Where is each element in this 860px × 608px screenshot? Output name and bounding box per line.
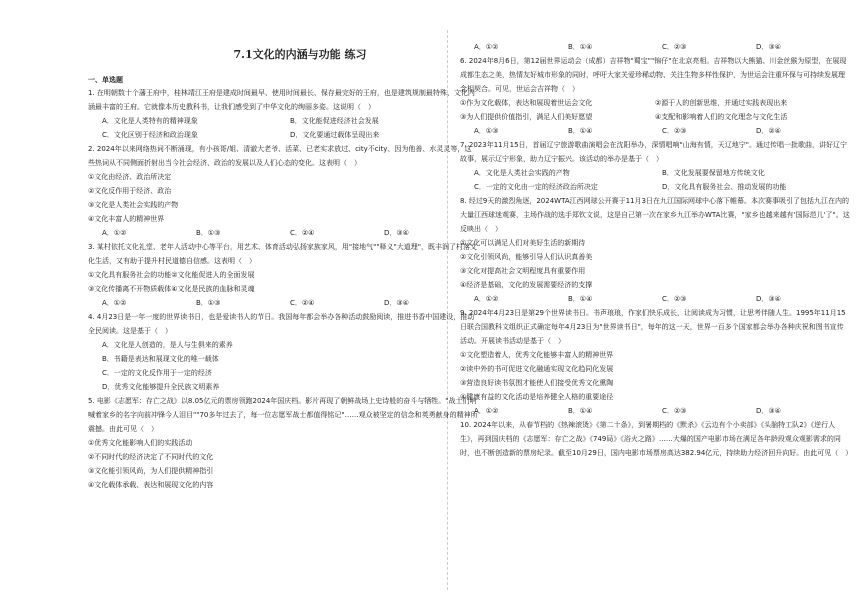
q5-option-c[interactable]: C．②③ [662,43,687,51]
q9-item-1: ①文化塑造着人，优秀文化能够丰富人的精神世界 [460,351,614,359]
q9-item-3: ③营造良好读书氛围才能使人们接受优秀文化熏陶 [460,379,614,387]
q8-item-2: ②文化引领风尚，能够引导人们认识真善美 [460,253,593,261]
q1-option-d[interactable]: D．文化要通过载体呈现出来 [290,131,380,139]
q8-option-a[interactable]: A．①② [474,295,499,303]
q1-option-c[interactable]: C．文化区别于经济和政治现象 [102,131,198,139]
q2-options [88,226,478,240]
question-5: 5. 电影《志愿军：存亡之战》以8.05亿元的票房领跑2024年国庆档。影片再现了朝鲜战场上史诗般的奋斗与牺牲。"战士们呐喊着家乡的名字向前冲锋今人泪目""70多年过去了，每一位志愿军战士都值得铭记"……观众被坚定的信念和英勇献身的精神所震撼。由此可见（ ） [88,397,478,433]
question-8: 8. 经过9天的激烈角逐，2024WTA江西网球公开赛于11月3日在九江国际网球中心落下帷幕。本次赛事吸引了包括九江在内的大量江西球迷观赛，主场作战的选手郑钦文说，这是自己第一次在家乡九江举办WTA比赛，"家乡也越来越有'国际范儿'了"。这反映出（ ） [460,197,850,233]
q8-option-c[interactable]: C．②③ [662,295,687,303]
q3-option-b[interactable]: B．①③ [196,299,221,307]
q7-options-row-2 [460,180,850,194]
q3-option-c[interactable]: C．②④ [290,299,315,307]
question-9: 9. 2024年4月23日是第29个世界读书日。书声琅琅，作家们快乐成长，让阅读成为习惯，让思考伴随人生。1995年11月15日联合国教科文组织正式确定每年4月23日为"世界读书日"，每年的这一天，世界一百多个国家都会举办各种庆祝和图书宣传活动。开展读书活动是基于（ ） [460,309,846,345]
left-column [88,52,478,492]
q6-option-c[interactable]: C．②③ [662,127,687,135]
q5-item-2: ②不同时代的经济决定了不同时代的文化 [88,453,214,461]
q2-option-a[interactable]: A．①② [102,229,127,237]
q6-option-d[interactable]: D．②④ [756,127,781,135]
q1-option-b[interactable]: B．文化能促进经济社会发展 [290,117,379,125]
q3-option-d[interactable]: D．③④ [384,299,409,307]
q6-item-2: ②源于人的创新思维，并通过实践表现出来 [655,99,788,107]
q5-option-a[interactable]: A．①② [474,43,499,51]
q4-option-c[interactable]: C．一定的文化反作用于一定的经济 [102,369,212,377]
q6-items-row-2 [460,110,850,124]
q4-option-d[interactable]: D．优秀文化能够提升全民族文明素养 [102,383,220,391]
q6-options [460,124,850,138]
q8-options [460,292,850,306]
q8-option-d[interactable]: D．③④ [756,295,781,303]
q9-option-a[interactable]: A．①② [474,407,499,415]
q9-option-b[interactable]: B．①④ [568,407,593,415]
q6-item-3: ③为人们提供价值指引，满足人们美好愿望 [460,113,593,121]
question-3: 3. 某村依托文化礼堂、老年人活动中心等平台，用艺术、体育活动弘扬家族家风，用"接地气""释义"大道理"，既丰润了村落文化生活，又有助于提升村民道德自信感。这表明（ ） [88,243,478,265]
question-4: 4. 4月23日是一年一度的世界读书日，也是爱读书人的节日。我国每年都会举办各种活动鼓励阅读，推进书香中国建设，推动全民阅读。这是基于（ ） [88,313,475,335]
page-title: 7.1文化的内涵与功能 练习 [233,48,367,61]
q2-item-4: ④文化丰富人的精神世界 [88,215,165,223]
q8-option-b[interactable]: B．①④ [568,295,593,303]
q9-item-4: ④健康有益的文化活动是培养健全人格的重要途径 [460,393,614,401]
q7-option-d[interactable]: D．文化具有服务社会、推动发展的功能 [662,183,787,191]
q5-options [460,40,850,54]
q2-item-3: ③文化是人类社会实践的产物 [88,201,179,209]
q8-item-1: ①文化可以满足人们对美好生活的新期待 [460,239,586,247]
right-column [460,40,853,460]
q9-options [460,404,850,418]
q5-item-3: ③文化能引领风尚，为人们提供精神指引 [88,467,214,475]
section-heading: 一、单选题 [88,76,123,84]
question-7: 7. 2023年11月15日，首届辽宁旅游歌曲演唱会在沈阳举办，深情唱响"山海有情，天辽地宁"。通过传唱一批歌曲，讲好辽宁故事，展示辽宁形象，助力辽宁振兴。该活动的举办是基于（ ） [460,141,847,163]
q5-option-d[interactable]: D．③④ [756,43,781,51]
q8-item-4: ④经济是基础，文化的发展需要经济的支撑 [460,281,593,289]
q8-item-3: ③文化对提高社会文明程度具有重要作用 [460,267,586,275]
q9-option-c[interactable]: C．②③ [662,407,687,415]
q6-item-1: ①作为文化载体，表达和展现着世运会文化 [460,99,593,107]
q2-item-1: ①文化由经济、政治所决定 [88,173,172,181]
question-1: 1. 在明朝数十个藩王府中，桂林靖江王府是建成时间最早、使用时间最长、保存最完好的王府，也是建筑规制最特殊、文化内涵最丰富的王府。它就像本历史教科书，让我们感受到了中华文化的绚丽多姿。这说明（ ） [88,89,475,111]
q5-item-4: ④文化载体承载、表达和展现文化的内容 [88,481,214,489]
q5-option-b[interactable]: B．①④ [568,43,593,51]
q6-item-4: ④支配和影响着人们的文化理念与文化生活 [655,113,788,121]
q7-option-b[interactable]: B．文化发展要保留地方传统文化 [662,169,765,177]
question-10: 10. 2024年以来，从春节档的《热辣滚烫》《第二十条》，到暑期档的《默杀》《云边有个小卖部》《头脑特工队2》《逆行人生》，再到国庆档的《志愿军：存亡之战》《749局》《浴火之路》……大爆的国产电影市场在满足各年龄段观众观影需求的同时，也不断创造新的票房纪录。截至10月29日，国内电影市场票房高达382.94亿元，持续助力经济回升向好。由此可见（ ） [460,421,853,457]
q3-options [88,296,478,310]
q2-option-d[interactable]: D．③④ [384,229,409,237]
q1-options-row-1 [88,114,478,128]
q5-item-1: ①优秀文化能影响人们的实践活动 [88,439,193,447]
q2-option-c[interactable]: C．②④ [290,229,315,237]
q3-item-1: ①文化具有服务社会的功能②文化能促进人的全面发展 [88,271,255,279]
q1-options-row-2 [88,128,478,142]
question-6: 6. 2024年8月6日，第12届世界运动会（成都）吉祥物"蜀宝""锦仔"在北京亮相。吉祥物以大熊猫、川金丝猴为原型，在展现成都生态之美，热情友好城市形象的同时，呼吁大家关爱珍稀动物、关注生物多样性保护，为世运会注重环保与可持续发展理念相契合。可见，世运会吉祥物（ ） [460,57,847,93]
q6-items-row-1 [460,96,850,110]
q7-option-a[interactable]: A．文化是人类社会实践的产物 [474,169,570,177]
question-2: 2. 2024年以来网络热词不断涌现，有小孩哥/姐、清澈大老爷、活菜、已老实求放过、city不city、因为他善、水灵灵等，这些热词从不同侧面折射出当今社会经济、政治的发展以及人们心态的变化。这表明（ ） [88,145,472,167]
q2-option-b[interactable]: B．①③ [196,229,221,237]
q6-option-b[interactable]: B．①④ [568,127,593,135]
q4-option-b[interactable]: B．书籍是表达和展现文化的唯一载体 [102,355,219,363]
q6-option-a[interactable]: A．①③ [474,127,499,135]
q3-option-a[interactable]: A．①② [102,299,127,307]
q3-item-2: ③文化传播离不开物质载体④文化是民族的血脉和灵魂 [88,285,255,293]
q7-options-row-1 [460,166,850,180]
q7-option-c[interactable]: C．一定的文化由一定的经济政治所决定 [474,183,598,191]
q4-option-a[interactable]: A．文化是人创造的，是人与生俱来的素养 [102,341,233,349]
q2-item-2: ②文化反作用于经济、政治 [88,187,172,195]
q9-item-2: ②读中外的书可促进文化融通实现文化趋同化发展 [460,365,614,373]
q1-option-a[interactable]: A．文化是人类特有的精神现象 [102,117,198,125]
q9-option-d[interactable]: D．③④ [756,407,781,415]
